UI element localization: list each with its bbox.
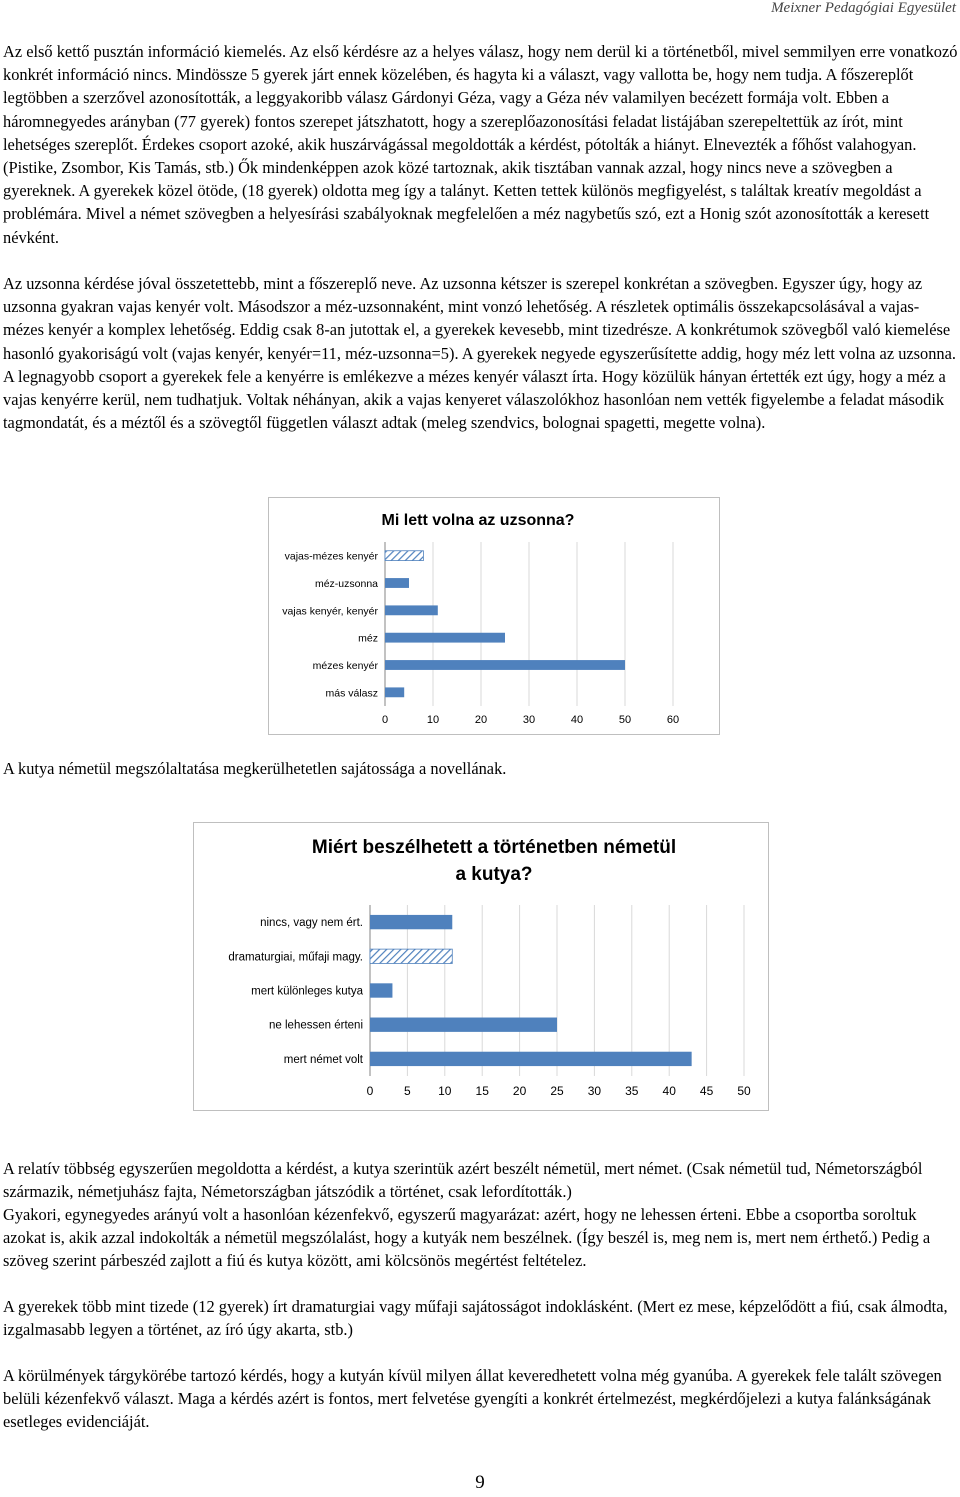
x-tick-label: 5: [404, 1084, 411, 1098]
bar: [370, 949, 452, 963]
paragraph-dramaturgy: A gyerekek több mint tizede (12 gyerek) írt dramaturgiai vagy műfaji sajátosságot indoklásként. (Mert ez mese, képzelődött a fiú, csak álmodta, izgalmasabb legyen a történet, az író úgy akarta, stb.): [3, 1297, 948, 1340]
category-label: mézes kenyér: [312, 660, 378, 672]
bar: [385, 551, 423, 561]
x-tick-label: 25: [550, 1084, 564, 1098]
category-label: nincs, vagy nem ért.: [260, 917, 363, 930]
x-tick-label: 0: [366, 1084, 374, 1098]
category-label: méz-uzsonna: [314, 578, 378, 590]
paragraph-snack: Az uzsonna kérdése jóval összetettebb, mint a főszereplő neve. Az uzsonna kétszer is szerepel konkrétan a szövegben. Egyszer úgy, hogy az uzsonna gyakran vajas kenyér volt. Másodszor a méz-uzsonnaként, mint vonzó lehetőség. A részletek optimális összekapcsolásával a vajas-mézes kenyér a komplex lehetőség. Eddig csak 8-an jutottak el, a gyerekek kevesebb, mint tizedrésze. A konkrétumok szövegből való kiemelése hasonló gyakoriságú volt (vajas kenyér, kenyér=11, méz-uzsonna=5). A gyerekek negyede egyszerűsítette addig, hogy méz lett volna az uzsonna. A legnagyobb csoport a gyerekek fele a kenyérre is emlékezve a mézes kenyér választ írta. Hogy közülük hányan értették ezt úgy, hogy a méz a vajas kenyérre kerül, nem tudhatjuk. Voltak néhányan, akik a vajas kenyeret válaszolókhoz hasonlóan nem vették figyelembe a feladat második tagmondatát, és a méztől és a szövegtől független választ adtak (meleg szendvics, bolognai spagetti, megette volna).: [3, 274, 956, 433]
category-label: dramaturgiai, műfaji magy.: [228, 951, 363, 964]
paragraph-dog-german: A kutya németül megszólaltatása megkerülhetetlen sajátossága a novellának.: [3, 759, 507, 778]
dog-german-chart: [193, 822, 769, 1111]
category-label: más válasz: [325, 687, 378, 700]
paragraph-majority: A relatív többség egyszerűen megoldotta a kérdést, a kutya szerintük azért beszélt németül, mert német. (Csak németül tud, Németországból származik, németjuhász fajta, Németországban játszódik a történet, csak lefordították.): [3, 1159, 923, 1202]
x-tick-label: 30: [522, 714, 536, 726]
chart-title: Mi lett volna az uzsonna?: [381, 512, 575, 529]
chart-title: Miért beszélhetett a történetben németül: [311, 837, 677, 858]
x-tick-label: 40: [570, 714, 584, 726]
bar: [385, 633, 505, 643]
page-header: Meixner Pedagógiai Egyesület: [771, 0, 956, 16]
category-label: ne lehessen érteni: [269, 1019, 363, 1032]
snack-chart: [268, 497, 720, 735]
x-tick-label: 20: [512, 1084, 527, 1098]
dog-german-chart-svg: [194, 823, 768, 1110]
x-tick-label: 40: [662, 1084, 676, 1098]
paragraph-main-character: Az első kettő pusztán információ kiemelés. Az első kérdésre az a helyes válasz, hogy nem derül ki a történetből, mivel semmilyen erre vonatkozó konkrét információ nincs. Mindössze 5 gyerek járt ennek közelében, és hagyta ki a választ, vagy vallotta be, hogy nem tudja. A főszereplőt legtöbben a szerzővel azonosították, a leggyakoribb válasz Gárdonyi Géza, vagy a Géza név valamilyen becézett formája volt. Ebben a háromnegyedes arányban (77 gyerek) fontos szerepet játszhatott, hogy a szereplőazonosítási feladat listájában szerepeltettük az írót, mint lehetséges szereplőt. Érdekes csoport azoké, akik huszárvágással megoldották a kérdést, pótolták a hiányt. Elnevezték a főhőst valahogyan. (Pistike, Zsombor, Kis Tamás, stb.) Ők mindenképpen azok közé tartoznak, akik tisztában vannak azzal, hogy nincs neve a szövegben a gyereknek. A gyerekek közel ötöde, (18 gyerek) oldotta meg így a talányt. Ketten tettek különös megfigyelést, s találtak kreatív megoldást a problémára. Mivel a német szövegben a helyesírási szabályoknak megfelelően a méz nagybetűs szó, ezt a Honig szót azonosították a keresett névként.: [3, 42, 958, 247]
x-tick-label: 10: [438, 1084, 452, 1098]
x-tick-label: 50: [737, 1084, 751, 1098]
paragraph-not-understand: Gyakori, egynegyedes arányú volt a hasonlóan kézenfekvő, egyszerű magyarázat: azért, hogy ne lehessen érteni. Ebbe a csoportba soroltuk azokat is, akik azzal indokolták a németül megszólalást, hogy a kutyák nem beszélnek. (Így beszél is, meg nem is, mert nem érthető.) Pedig a szöveg szerint párbeszéd zajlott a fiú és kutya között, ami kölcsönös megértést feltételez.: [3, 1205, 931, 1271]
x-tick-label: 50: [618, 714, 632, 726]
bar: [385, 578, 409, 588]
x-tick-label: 45: [699, 1084, 714, 1098]
category-label: mert különleges kutya: [251, 985, 363, 998]
bar: [370, 1052, 692, 1066]
category-label: méz: [358, 632, 378, 645]
bar: [385, 660, 625, 670]
x-tick-label: 10: [426, 714, 440, 726]
snack-chart-svg: [269, 498, 719, 734]
category-label: mert német volt: [283, 1053, 363, 1066]
paragraph-circumstances: A körülmények tárgykörébe tartozó kérdés, hogy a kutyán kívül milyen állat keveredhetett volna még gyanúba. A gyerekek fele talált szövegen belüli kézenfekvő választ. Maga a kérdés azért is fontos, mert felvetése gyengíti a konkrét értelmezést, megkérdőjelezi a kutya falánkságának esetleges evidenciáját.: [3, 1366, 942, 1432]
bar: [370, 1018, 557, 1032]
category-label: vajas-mézes kenyér: [284, 550, 378, 563]
bar: [385, 605, 438, 615]
chart-title: a kutya?: [455, 864, 533, 885]
x-tick-label: 60: [666, 714, 680, 726]
x-tick-label: 30: [587, 1084, 602, 1098]
x-tick-label: 0: [381, 714, 389, 726]
page-number: 9: [475, 1472, 485, 1493]
x-tick-label: 35: [625, 1084, 639, 1098]
bar: [370, 983, 392, 997]
bar: [385, 687, 404, 697]
category-label: vajas kenyér, kenyér: [282, 605, 378, 618]
x-tick-label: 15: [475, 1084, 489, 1098]
bar: [370, 915, 452, 929]
x-tick-label: 20: [474, 714, 488, 726]
